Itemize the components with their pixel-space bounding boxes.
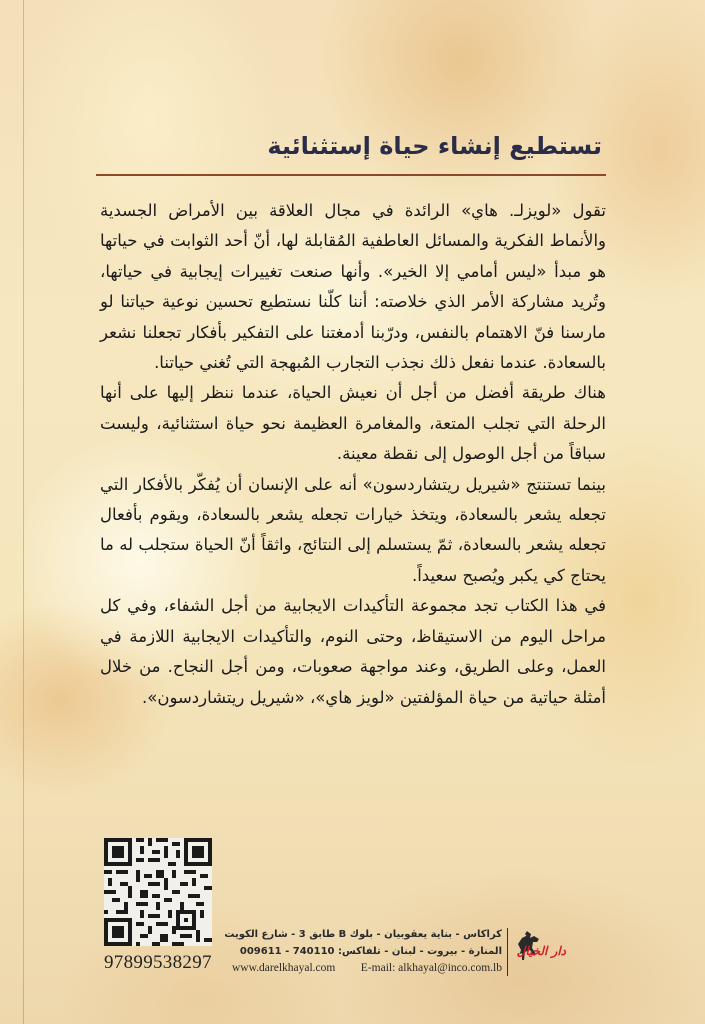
publisher-email: E-mail: alkhayal@inco.com.lb [360, 962, 502, 974]
spine-fold-line [23, 0, 24, 1024]
publisher-contact-line [232, 960, 502, 977]
blurb-paragraph-1: تقول «لويزلـ. هاي» الرائدة في مجال العلاقة بين الأمراض الجسدية والأنماط الفكرية والمسائل العاطفية المُقابلة لها، أنّ أحد الثوابت في حياتها هو مبدأ «ليس أمامي إلا الخير». وأنها صنعت تغييرات إيجابية في حياتها، وتُريد مشاركة الأمر الذي خلاصته: أننا كلّنا نستطيع تحسين نوعية حياتنا لو مارسنا فنّ الاهتمام بالنفس، ودرّبنا أدمغتنا على التفكير بأفكار تجعلنا نشعر بالسعادة. عندما نفعل ذلك نجذب التجارب المُبهجة التي تُغني حياتنا. [100, 201, 606, 373]
publisher-divider [507, 928, 508, 976]
publisher-logo [510, 926, 568, 976]
back-cover-blurb [100, 196, 606, 713]
qr-code-icon [104, 838, 212, 946]
publisher-logo-text: دار الخيال [516, 944, 566, 958]
publisher-website-link: www.darelkhayal.com [232, 962, 336, 974]
blurb-paragraph-3: بينما تستنتج «شيريل ريتشاردسون» أنه على الإنسان أن يُفكّر بالأفكار التي تجعله يشعر بالسعادة، ويتخذ خيارات تجعله يشعر بالسعادة، ويقوم بأفعال تجعله يشعر بالسعادة، ثمّ يستسلم إلى النتائج، واثقاً أنّ الحياة ستجلب له ما يحتاج كي يكبر ويُصبح سعيداً. [100, 474, 606, 585]
title-underline [96, 174, 606, 176]
blurb-paragraph-4: في هذا الكتاب تجد مجموعة التأكيدات الايجابية من أجل الشفاء، وفي كل مراحل اليوم من الاستيقاظ، وحتى النوم، والتأكيدات الايجابية اللازمة في العمل، وعلى الطريق، وعند مواجهة صعوبات، ومن أجل النجاح. من خلال أمثلة حياتية من حياة المؤلفتين «لويز هاي»، «شيريل ريتشاردسون». [100, 596, 606, 707]
qr-code-block [104, 838, 216, 974]
book-title: تستطيع إنشاء حياة إستثنائية [267, 132, 602, 160]
publisher-address-line-1: كراكاس - بناية يعقوبيان - بلوك B طابق 3 - شارع الكويت [224, 929, 502, 940]
blurb-paragraph-2: هناك طريقة أفضل من أجل أن نعيش الحياة، عندما ننظر إليها على أنها الرحلة التي تجلب المتعة، والمغامرة العظيمة نحو حياة استثنائية، وليست سباقاً من أجل الوصول إلى نقطة معينة. [100, 383, 606, 464]
publisher-info [224, 926, 568, 978]
title-block [96, 126, 606, 176]
publisher-address-line-2: المنارة - بيروت - لبنان - تلفاكس: 740110 - 009611 [239, 946, 502, 957]
isbn-number: 97899538297 [104, 952, 212, 973]
